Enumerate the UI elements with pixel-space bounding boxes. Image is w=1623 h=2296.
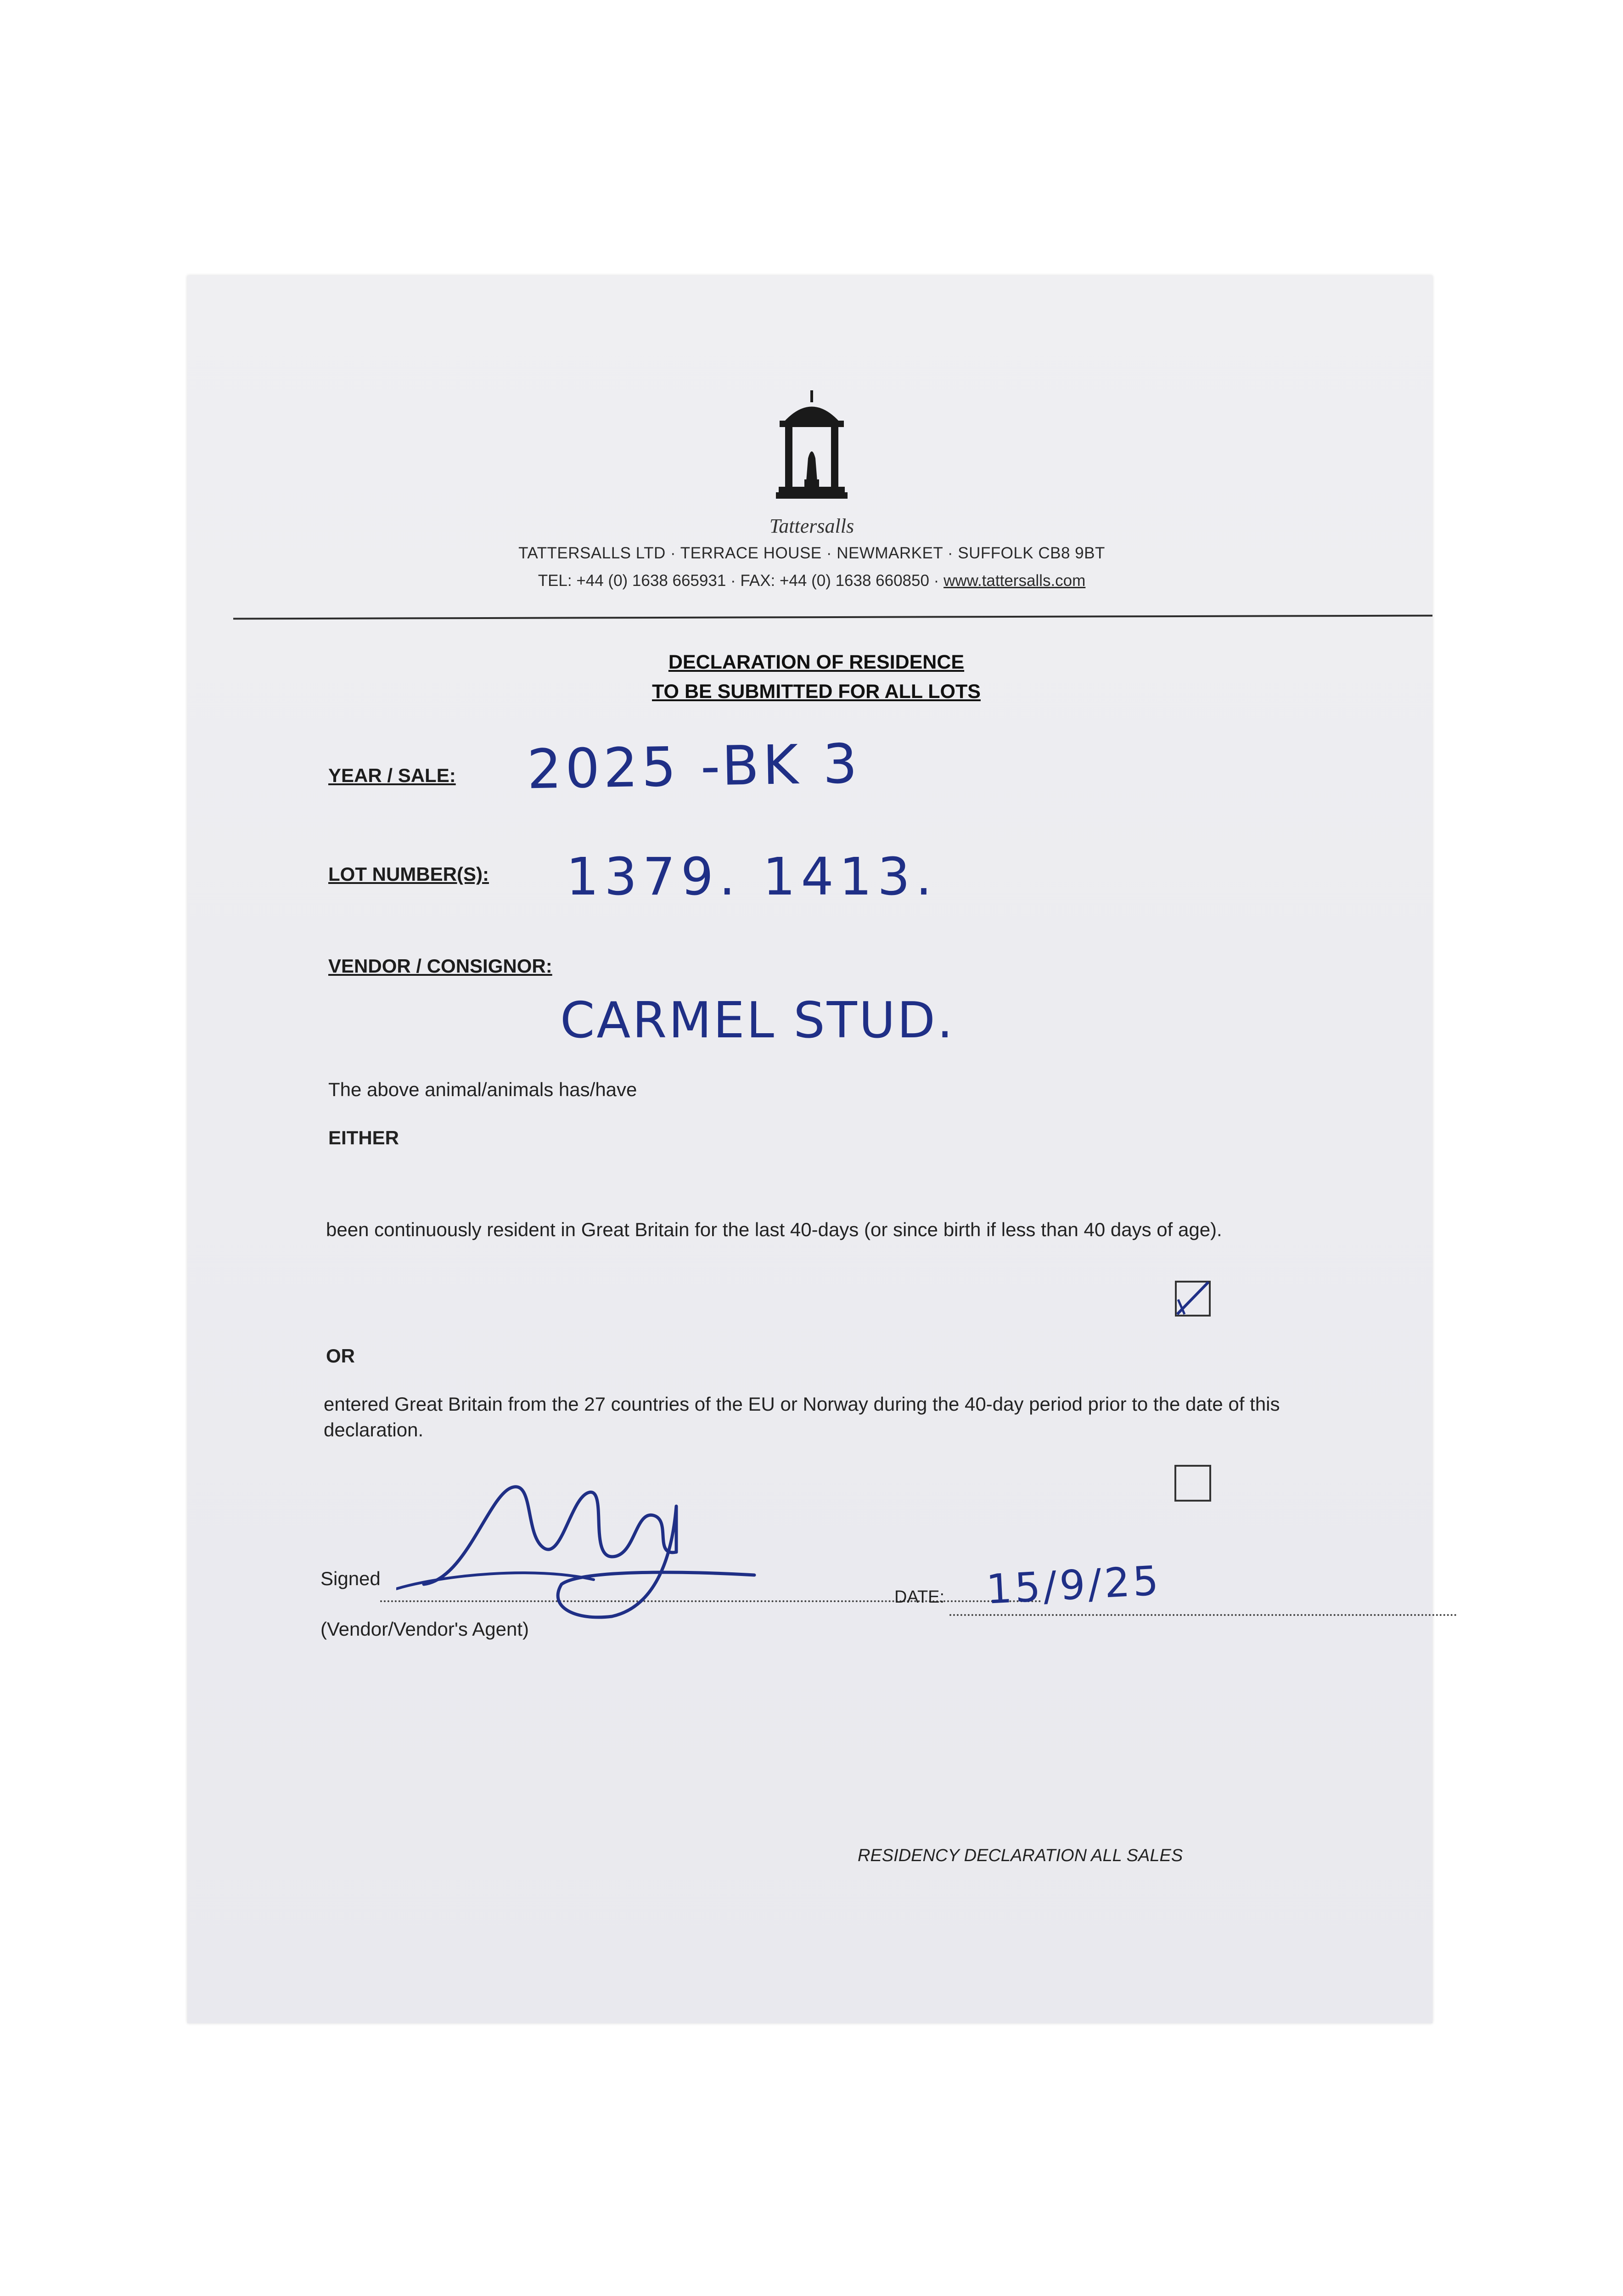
option-1-checkbox[interactable]: [1174, 1280, 1211, 1317]
contact-numbers: TEL: +44 (0) 1638 665931 · FAX: +44 (0) 1638 660850 ·: [538, 572, 944, 590]
signature-scribble[interactable]: [396, 1469, 764, 1626]
either-label: EITHER: [328, 1127, 399, 1148]
form-footer: RESIDENCY DECLARATION ALL SALES: [858, 1846, 1183, 1865]
lot-numbers-value[interactable]: 1379. 1413.: [566, 847, 938, 907]
declaration-form: [187, 276, 1432, 2023]
brand-name: Tattersalls: [769, 515, 854, 537]
signed-label: Signed: [320, 1568, 381, 1589]
tattersalls-logo: [775, 389, 848, 500]
option-2-checkbox[interactable]: [1174, 1465, 1211, 1502]
form-title-line-2: TO BE SUBMITTED FOR ALL LOTS: [652, 681, 981, 703]
option-2-text: entered Great Britain from the 27 countries of the EU or Norway during the 40-day period prior to the date of this declaration.: [324, 1393, 1280, 1441]
option-1-text: been continuously resident in Great Britain for the last 40-days (or since birth if less than 40 days of age).: [326, 1219, 1222, 1240]
date-label: DATE:: [894, 1587, 945, 1607]
vendor-label: VENDOR / CONSIGNOR:: [328, 955, 552, 977]
date-value[interactable]: 15/9/25: [985, 1557, 1162, 1613]
company-address: TATTERSALLS LTD · TERRACE HOUSE · NEWMARKET · SUFFOLK CB8 9BT: [518, 544, 1105, 562]
lot-numbers-label: LOT NUMBER(S):: [328, 863, 489, 885]
form-title-line-1: DECLARATION OF RESIDENCE: [668, 651, 965, 673]
signatory-role: (Vendor/Vendor's Agent): [320, 1618, 529, 1640]
header-divider: [233, 615, 1432, 620]
year-sale-label: YEAR / SALE:: [328, 765, 456, 786]
company-contact: [325, 572, 1298, 590]
intro-text: The above animal/animals has/have: [328, 1079, 637, 1100]
website-link[interactable]: www.tattersalls.com: [943, 572, 1086, 590]
year-sale-value[interactable]: 2025 -BK 3: [526, 732, 862, 801]
form-title: [509, 647, 1124, 706]
vendor-value[interactable]: CARMEL STUD.: [560, 992, 955, 1049]
or-label: OR: [326, 1345, 355, 1367]
date-line: [949, 1614, 1457, 1616]
